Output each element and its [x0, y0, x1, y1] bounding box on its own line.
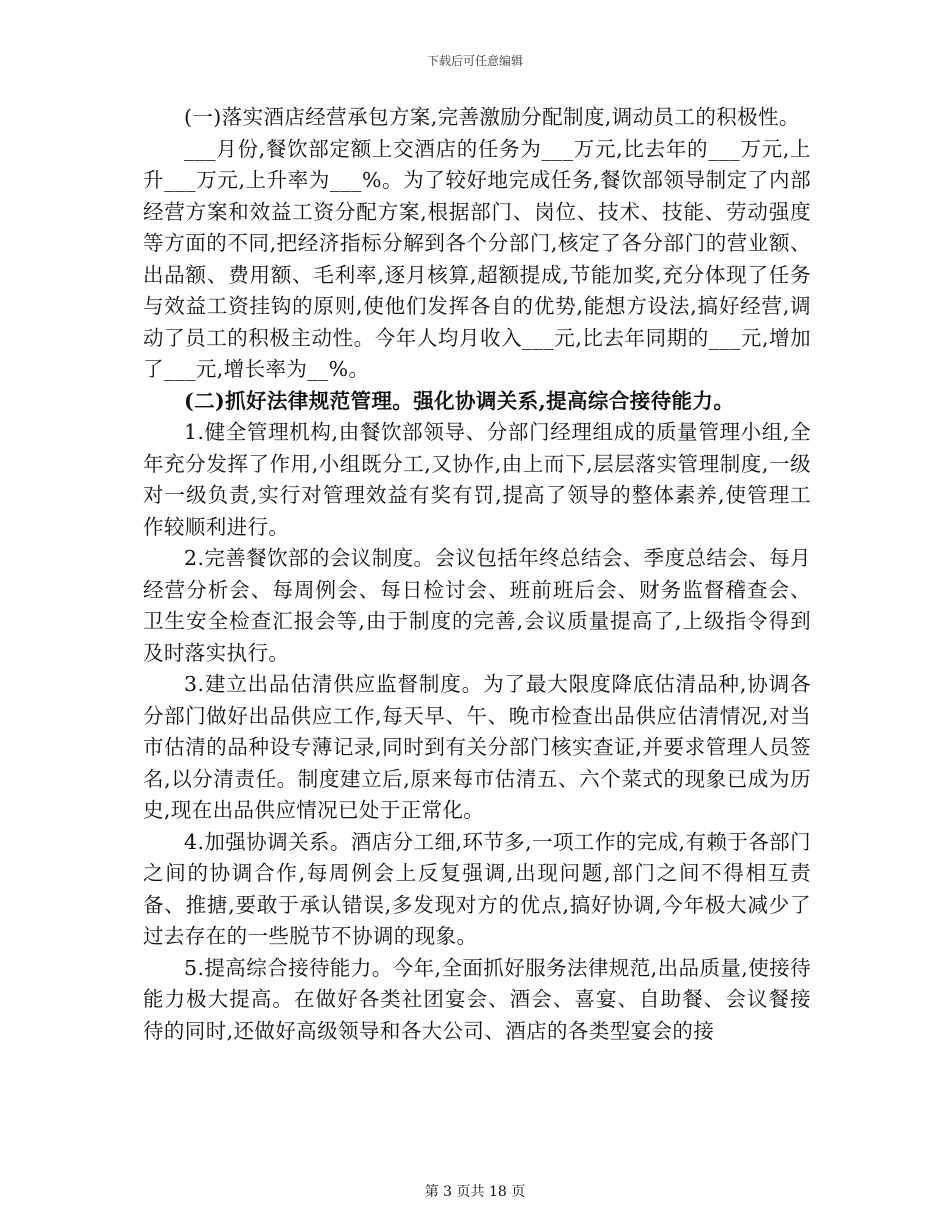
page-header: 下载后可任意编辑: [426, 54, 523, 68]
paragraph-item-2: 2.完善餐饮部的会议制度。会议包括年终总结会、季度总结会、每月经营分析会、每周例会、每日检讨会、班前班后会、财务监督稽查会、卫生安全检查汇报会等,由于制度的完善,会议质量提高了,上级指令得到及时落实执行。: [143, 546, 811, 665]
document-body: [143, 102, 811, 1047]
section-heading-2: (二)抓好法律规范管理。强化协调关系,提高综合接待能力。: [184, 388, 735, 413]
paragraph-item-4: 4.加强协调关系。酒店分工细,环节多,一项工作的完成,有赖于各部门之间的协调合作,每周例会上反复强调,出现问题,部门之间不得相互责备、推搪,要敢于承认错误,多发现对方的优点,搞好协调,今年极大减少了过去存在的一些脱节不协调的现象。: [143, 829, 811, 948]
paragraph-2: ___月份,餐饮部定额上交酒店的任务为___万元,比去年的___万元,上升___万元,上升率为___%。为了较好地完成任务,餐饮部领导制定了内部经营方案和效益工资分配方案,根据部门、岗位、技术、技能、劳动强度等方面的不同,把经济指标分解到各个分部门,核定了各分部门的营业额、出品额、费用额、毛利率,逐月核算,超额提成,节能加奖,充分体现了任务与效益工资挂钩的原则,使他们发挥各自的优势,能想方设法,搞好经营,调动了员工的积极主动性。今年人均月收入___元,比去年同期的___元,增加了___元,增长率为__%。: [143, 136, 811, 381]
paragraph-item-5: 5.提高综合接待能力。今年,全面抓好服务法律规范,出品质量,使接待能力极大提高。在做好各类社团宴会、酒会、喜宴、自助餐、会议餐接待的同时,还做好高级领导和各大公司、酒店的各类型宴会的接: [143, 955, 811, 1043]
paragraph-1: (一)落实酒店经营承包方案,完善激励分配制度,调动员工的积极性。: [184, 105, 800, 129]
paragraph-item-3: 3.建立出品估清供应监督制度。为了最大限度降底估清品种,协调各分部门做好出品供应工作,每天早、午、晚市检查出品供应估清情况,对当市估清的品种设专薄记录,同时到有关分部门核实查证,并要求管理人员签名,以分清责任。制度建立后,原来每市估清五、六个菜式的现象已成为历史,现在出品供应情况已处于正常化。: [143, 672, 811, 822]
page-footer: 第 3 页共 18 页: [424, 1184, 526, 1200]
paragraph-item-1: 1.健全管理机构,由餐饮部领导、分部门经理组成的质量管理小组,全年充分发挥了作用,小组既分工,又协作,由上而下,层层落实管理制度,一级对一级负责,实行对管理效益有奖有罚,提高了领导的整体素养,使管理工作较顺利进行。: [143, 420, 811, 539]
